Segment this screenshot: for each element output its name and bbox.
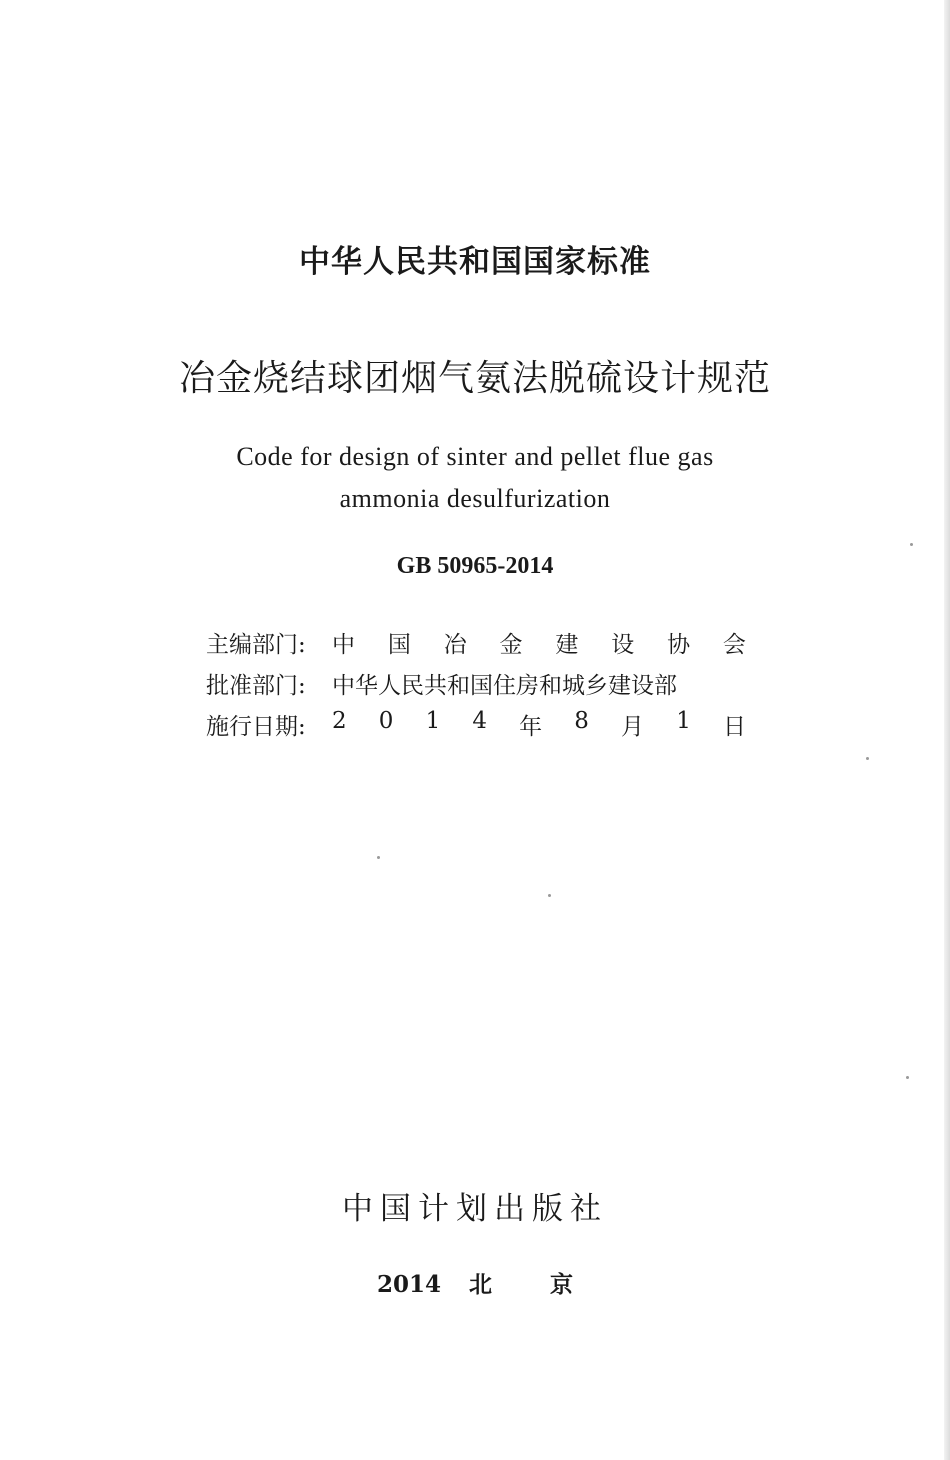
- editor-char: 冶: [443, 632, 467, 658]
- editor-row: [206, 622, 746, 663]
- scan-speck: [548, 894, 551, 897]
- date-row: [206, 704, 746, 745]
- editor-char: 建: [555, 632, 579, 658]
- editor-char: 中: [332, 632, 355, 658]
- date-char: 2: [332, 708, 347, 734]
- publication-city-char: 京: [550, 1271, 573, 1298]
- date-char: 1: [425, 708, 441, 734]
- standard-code: GB 50965-2014: [396, 553, 554, 579]
- approver-row: [206, 663, 746, 704]
- chinese-title: 冶金烧结球团烟气氨法脱硫设计规范: [178, 358, 771, 399]
- page-edge-shadow: [944, 0, 950, 1460]
- publication-year: 2014: [376, 1271, 441, 1298]
- editor-char: 金: [499, 632, 523, 658]
- scan-speck: [377, 856, 380, 859]
- publisher-name: 中国计划出版社: [342, 1191, 608, 1227]
- date-char: 8: [574, 708, 589, 734]
- editor-char: 会: [722, 632, 746, 658]
- english-title-line-1: Code for design of sinter and pellet flue gas: [236, 442, 714, 471]
- editor-value: [332, 626, 746, 659]
- scan-speck: [910, 543, 913, 546]
- date-char: 0: [378, 708, 394, 734]
- editor-char: 国: [387, 632, 411, 658]
- publication-year-place: [0, 1266, 950, 1299]
- english-title: [0, 436, 950, 520]
- approver-label: 批准部门:: [206, 673, 306, 699]
- date-char: 年: [519, 714, 543, 740]
- editor-char: 协: [667, 632, 691, 658]
- publication-city-char: 北: [469, 1271, 492, 1298]
- date-char: 日: [722, 714, 746, 740]
- date-char: 1: [676, 708, 691, 734]
- approver-value: 中华人民共和国住房和城乡建设部: [332, 673, 677, 699]
- date-label: 施行日期:: [206, 714, 306, 740]
- scan-speck: [866, 757, 869, 760]
- editor-label: 主编部门:: [206, 632, 306, 658]
- standard-type-heading: 中华人民共和国国家标准: [299, 244, 651, 280]
- date-char: 4: [472, 708, 487, 734]
- scan-speck: [906, 1076, 909, 1079]
- standard-info-block: [206, 622, 746, 745]
- editor-char: 设: [611, 632, 635, 658]
- english-title-line-2: ammonia desulfurization: [339, 484, 611, 513]
- date-char: 月: [621, 714, 645, 740]
- date-value: [332, 708, 746, 741]
